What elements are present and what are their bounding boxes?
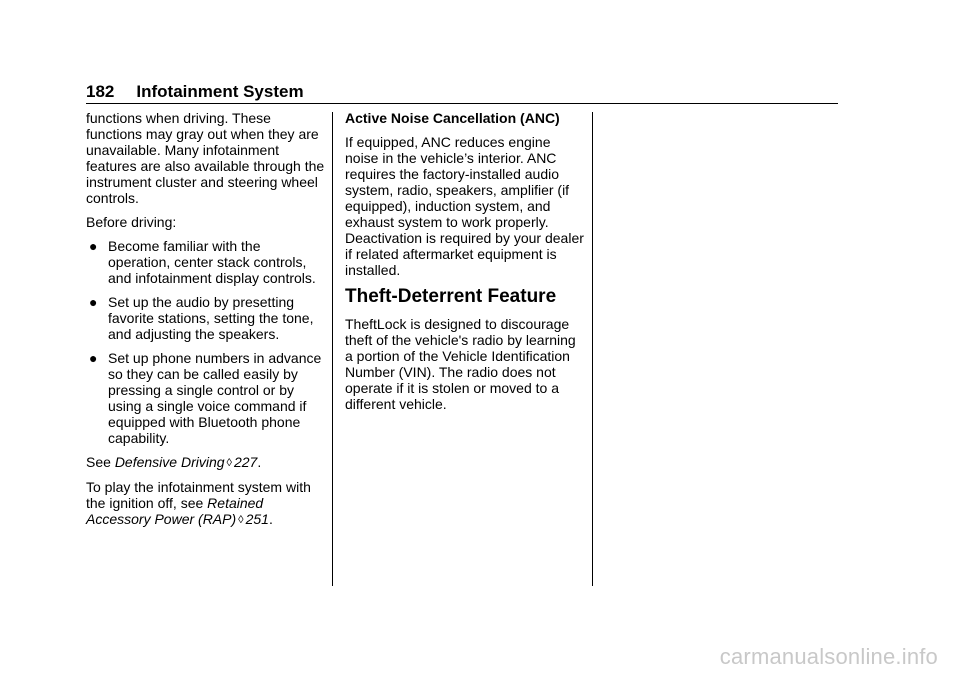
section-title: Infotainment System <box>136 82 304 101</box>
anc-paragraph: If equipped, ANC reduces engine noise in the vehicle’s interior. ANC requires the factory-installed audio system, radio, speakers, amplifier (if equipped), induction system, and exhaust system to work properly. Deactivation is required by your dealer if related aftermarket equipment is installed. <box>345 134 584 278</box>
page-number: 182 <box>86 82 115 101</box>
column-middle <box>345 110 585 420</box>
theft-deterrent-heading: Theft-Deterrent Feature <box>345 286 557 307</box>
rap-paragraph: To play the infotainment system with the ignition off, see Retained Accessory Power (RAP) ◊ 251. <box>86 479 311 527</box>
bullet-icon: ● <box>89 238 98 254</box>
column-left <box>86 110 326 536</box>
page-reference-number: 227 <box>233 454 258 470</box>
bullet-item <box>86 294 326 342</box>
anc-heading: Active Noise Cancellation (ANC) <box>345 110 560 126</box>
bullet-icon: ● <box>89 294 98 310</box>
page-reference-icon: ◊ <box>226 457 232 469</box>
before-driving-label: Before driving: <box>86 214 177 230</box>
page-header <box>86 80 838 104</box>
bullet-text: Set up phone numbers in advance so they can be called easily by pressing a single control or by using a single voice command if equipped with Bluetooth phone capability. <box>108 350 322 446</box>
theft-deterrent-paragraph: TheftLock is designed to discourage theft of the vehicle's radio by learning a portion of the Vehicle Identification Number (VIN). The radio does not operate if it is stolen or moved to a different vehicle. <box>345 316 576 412</box>
column-divider-left <box>332 112 333 586</box>
rap-link[interactable]: Retained Accessory Power (RAP) <box>86 495 264 527</box>
page-reference-number: 251 <box>245 511 269 527</box>
see-reference: See Defensive Driving ◊ 227. <box>86 454 262 470</box>
page-reference-icon: ◊ <box>238 514 244 526</box>
header-rule <box>86 103 838 104</box>
bullet-text: Set up the audio by presetting favorite stations, setting the tone, and adjusting the speakers. <box>108 294 314 342</box>
bullet-item <box>86 238 326 286</box>
bullet-item <box>86 350 326 446</box>
watermark: carmanualsonline.info <box>719 644 938 669</box>
column-divider-right <box>592 112 593 586</box>
intro-paragraph: functions when driving. These functions may gray out when they are unavailable. Many infotainment features are also available through the instrument cluster and steering wheel controls. <box>86 110 325 206</box>
bullet-text: Become familiar with the operation, center stack controls, and infotainment display controls. <box>108 238 316 286</box>
bullet-icon: ● <box>89 350 98 366</box>
defensive-driving-link[interactable]: Defensive Driving <box>114 454 225 470</box>
